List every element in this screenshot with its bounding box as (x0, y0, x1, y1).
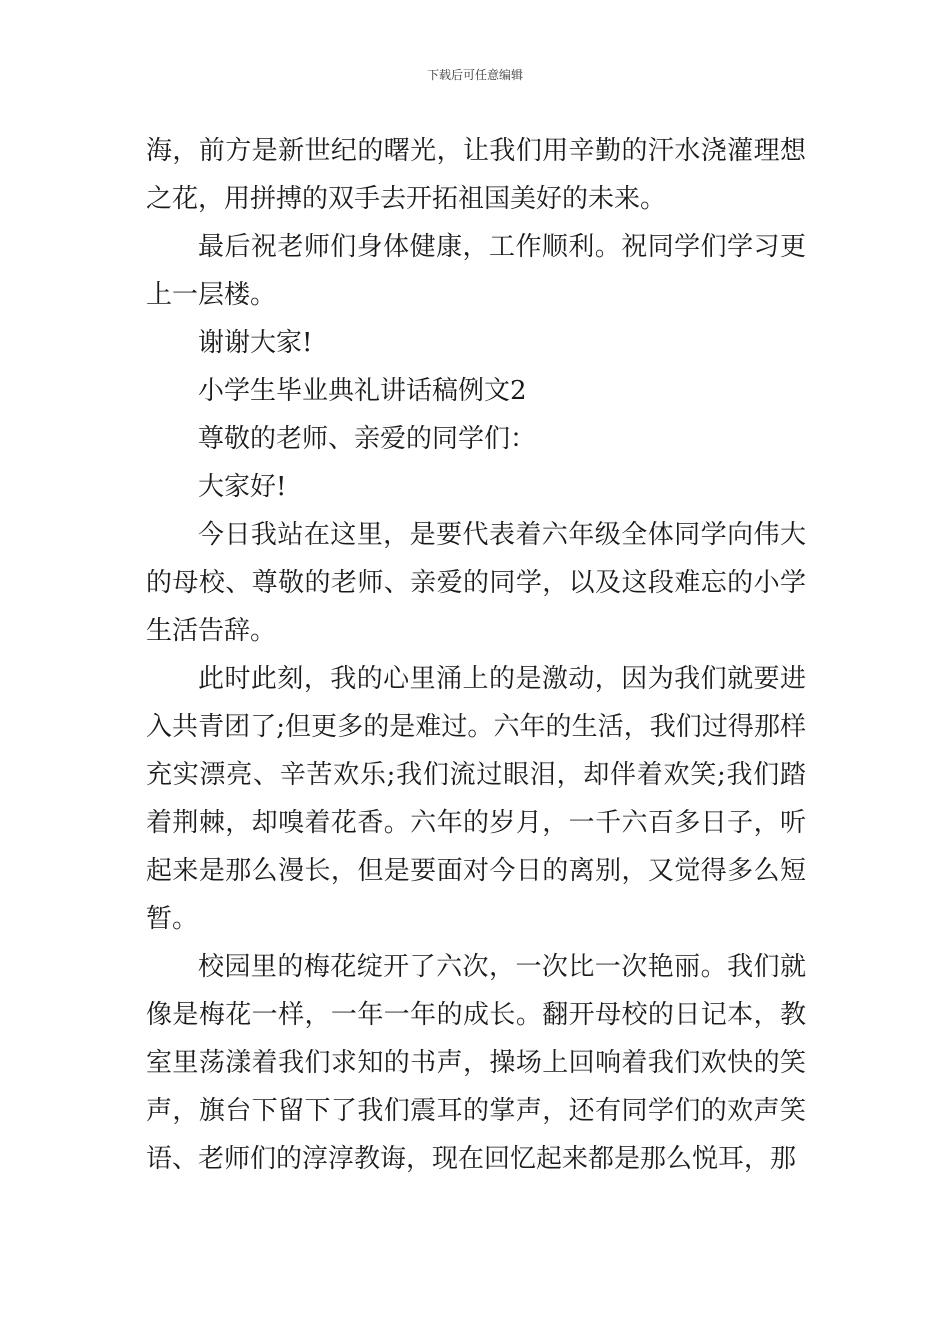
paragraph: 校园里的梅花绽开了六次，一次比一次艳丽。我们就像是梅花一样，一年一年的成长。翻开母校的日记本，教室里荡漾着我们求知的书声，操场上回响着我们欢快的笑声，旗台下留下了我们震耳的掌声，还有同学们的欢声笑语、老师们的淳淳教诲，现在回忆起来都是那么悦耳，那 (146, 952, 806, 1174)
paragraph: 谢谢大家! (198, 328, 313, 358)
paragraph: 此时此刻，我的心里涌上的是激动，因为我们就要进入共青团了;但更多的是难过。六年的生活，我们过得那样充实漂亮、辛苦欢乐;我们流过眼泪，却伴着欢笑;我们踏着荆棘，却嗅着花香。六年的岁月，一千六百多日子，听起来是那么漫长，但是要面对今日的离别，又觉得多么短暂。 (146, 664, 806, 934)
document-body (146, 127, 806, 1183)
salutation: 尊敬的老师、亲爱的同学们： (198, 424, 537, 454)
greeting: 大家好! (198, 472, 287, 502)
paragraph: 最后祝老师们身体健康，工作顺利。祝同学们学习更上一层楼。 (146, 232, 806, 310)
paragraph: 今日我站在这里，是要代表着六年级全体同学向伟大的母校、尊敬的老师、亲爱的同学，以及这段难忘的小学生活告辞。 (146, 520, 806, 646)
page-header-note: 下载后可任意编辑 (426, 68, 523, 82)
paragraph: 海，前方是新世纪的曙光，让我们用辛勤的汗水浇灌理想之花，用拼搏的双手去开拓祖国美好的未来。 (146, 136, 806, 214)
section-title: 小学生毕业典礼讲话稿例文2 (198, 376, 527, 406)
